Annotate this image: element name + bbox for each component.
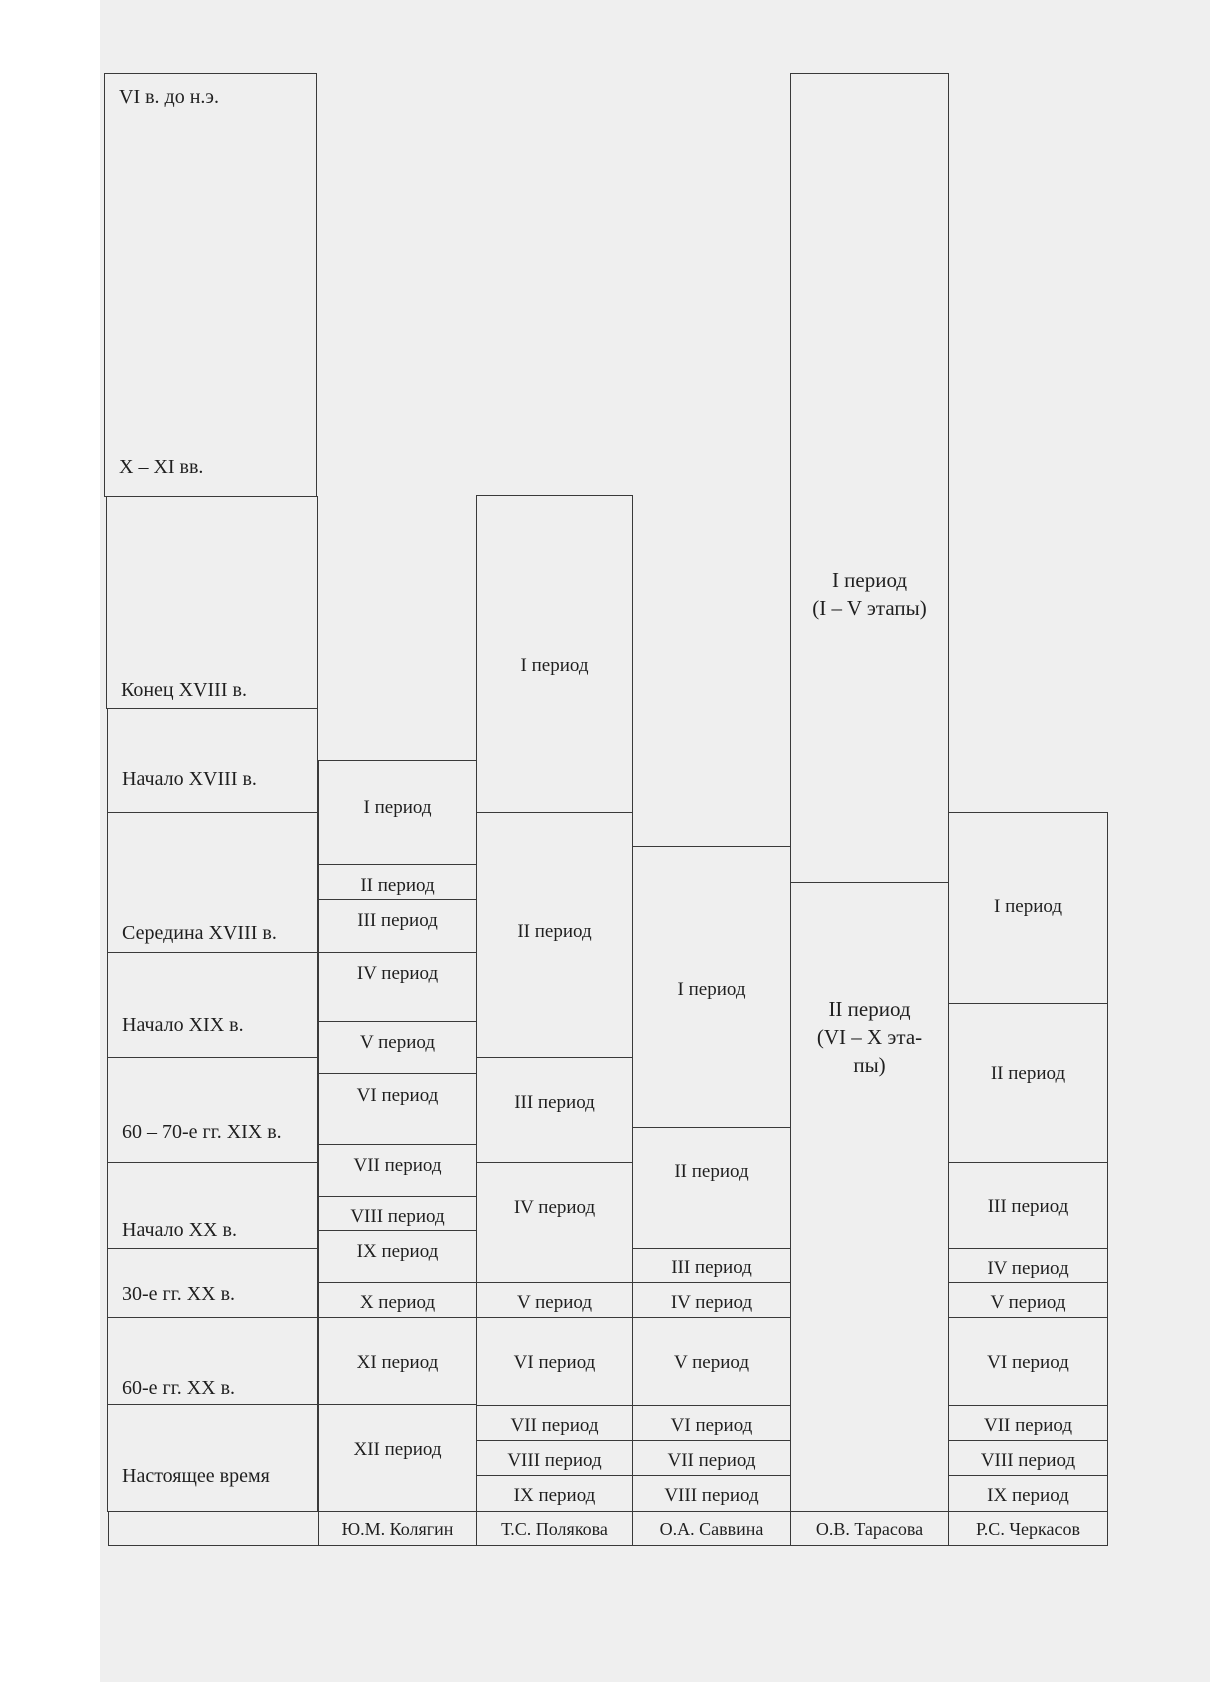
period-label: I период <box>520 655 589 676</box>
period-label: VII период <box>353 1155 442 1176</box>
timeline-box <box>107 1317 318 1405</box>
timeline-box <box>107 708 318 813</box>
period-cell <box>318 1073 477 1145</box>
timeline-box <box>107 812 318 953</box>
period-cell <box>948 1282 1108 1318</box>
period-cell <box>948 812 1108 1004</box>
period-cell <box>948 1440 1108 1476</box>
author-name: Р.С. Черкасов <box>976 1519 1080 1539</box>
period-label: VI период <box>670 1415 753 1436</box>
author-cell <box>948 1511 1108 1546</box>
period-sublabel: (VI – X эта- <box>816 1025 923 1049</box>
timeline-label: X – XI вв. <box>119 456 204 478</box>
timeline-box <box>104 73 317 497</box>
period-cell <box>948 1162 1108 1249</box>
period-cell <box>632 1282 791 1318</box>
period-label: X период <box>359 1292 436 1313</box>
period-cell <box>476 495 633 813</box>
period-label: XI период <box>356 1352 439 1373</box>
period-label: III период <box>514 1092 595 1113</box>
period-label: II период <box>360 875 435 896</box>
period-label: VI период <box>356 1085 439 1106</box>
period-label: VI период <box>513 1352 596 1373</box>
period-cell <box>476 1317 633 1406</box>
period-label: VIII период <box>664 1485 759 1506</box>
period-label: VII период <box>667 1450 756 1471</box>
period-cell <box>318 1196 477 1231</box>
period-label: IV период <box>987 1258 1069 1279</box>
period-cell <box>948 1475 1108 1512</box>
timeline-box <box>106 496 318 709</box>
timeline-label: Настоящее время <box>122 1465 270 1487</box>
period-sublabel: (I – V этапы) <box>812 596 927 620</box>
period-label: V период <box>990 1292 1066 1313</box>
period-label: IV период <box>670 1292 753 1313</box>
period-cell <box>632 1127 791 1249</box>
timeline-label: 30-е гг. XX в. <box>122 1283 236 1305</box>
timeline-label: Середина XVIII в. <box>122 922 277 944</box>
period-label: I период <box>677 979 746 1000</box>
period-label: VIII период <box>980 1450 1076 1471</box>
period-sublabel: пы) <box>853 1053 886 1077</box>
period-label: I период <box>831 568 908 592</box>
period-cell <box>632 1248 791 1283</box>
period-cell <box>318 1021 477 1074</box>
period-label: V период <box>359 1032 436 1053</box>
period-cell <box>318 1404 477 1512</box>
period-cell <box>318 1144 477 1197</box>
timeline-label: Начало XVIII в. <box>122 768 257 790</box>
period-cell <box>476 812 633 1058</box>
period-cell <box>318 760 477 865</box>
period-cell <box>632 1317 791 1406</box>
author-name: Т.С. Полякова <box>501 1519 608 1539</box>
period-cell <box>318 952 477 1022</box>
period-label: I период <box>994 896 1062 917</box>
period-label: III период <box>357 910 438 931</box>
period-cell <box>948 1405 1108 1441</box>
timeline-label: 60-е гг. XX в. <box>122 1377 236 1399</box>
period-label: VI период <box>987 1352 1069 1373</box>
period-label: IV период <box>513 1197 596 1218</box>
period-cell <box>318 1317 477 1405</box>
period-label: I период <box>363 797 432 818</box>
author-name: О.А. Саввина <box>659 1519 764 1539</box>
period-cell <box>948 1003 1108 1163</box>
period-label: II период <box>674 1161 749 1182</box>
period-cell <box>476 1162 633 1283</box>
period-cell <box>318 1230 477 1283</box>
period-cell <box>476 1282 633 1318</box>
period-cell <box>632 1440 791 1476</box>
timeline-box <box>107 1404 318 1512</box>
period-cell <box>948 1317 1108 1406</box>
period-label: II период <box>517 921 592 942</box>
author-cell <box>632 1511 791 1546</box>
author-name: О.В. Тарасова <box>815 1519 924 1539</box>
period-cell <box>476 1475 633 1512</box>
period-cell <box>476 1057 633 1163</box>
period-label: IX период <box>356 1241 439 1262</box>
author-cell <box>790 1511 949 1546</box>
timeline-label: VI в. до н.э. <box>119 86 220 108</box>
author-cell <box>476 1511 633 1546</box>
period-cell <box>632 1475 791 1512</box>
period-label: VII период <box>983 1415 1072 1436</box>
period-label: IX период <box>513 1485 596 1506</box>
period-label: III период <box>671 1257 752 1278</box>
period-label: VII период <box>510 1415 599 1436</box>
timeline-box <box>107 1057 318 1163</box>
period-cell <box>318 864 477 900</box>
period-cell <box>790 73 949 883</box>
timeline-label: Начало XX в. <box>122 1219 237 1241</box>
period-cell <box>632 1405 791 1441</box>
period-label: II период <box>990 1063 1066 1084</box>
author-cell <box>318 1511 477 1546</box>
timeline-label: Начало XIX в. <box>122 1014 244 1036</box>
period-label: III период <box>987 1196 1069 1217</box>
timeline-box <box>107 952 318 1058</box>
period-label: V период <box>673 1352 750 1373</box>
period-label: XII период <box>353 1439 442 1460</box>
timeline-box <box>107 1162 318 1249</box>
author-name: Ю.М. Колягин <box>341 1519 454 1539</box>
period-label: II период <box>828 997 911 1021</box>
period-label: V период <box>516 1292 593 1313</box>
period-cell <box>318 899 477 953</box>
period-cell <box>318 1282 477 1318</box>
period-label: VIII период <box>507 1450 602 1471</box>
period-label: VIII период <box>350 1206 445 1227</box>
period-cell <box>632 846 791 1128</box>
period-label: IX период <box>987 1485 1069 1506</box>
period-cell <box>948 1248 1108 1283</box>
period-label: IV период <box>356 963 439 984</box>
period-cell <box>476 1405 633 1441</box>
timeline-label: Конец XVIII в. <box>121 679 247 701</box>
timeline-footer-cell <box>108 1511 319 1546</box>
period-cell <box>790 882 949 1512</box>
timeline-box <box>107 1248 318 1318</box>
timeline-label: 60 – 70-е гг. XIX в. <box>122 1121 282 1143</box>
period-cell <box>476 1440 633 1476</box>
